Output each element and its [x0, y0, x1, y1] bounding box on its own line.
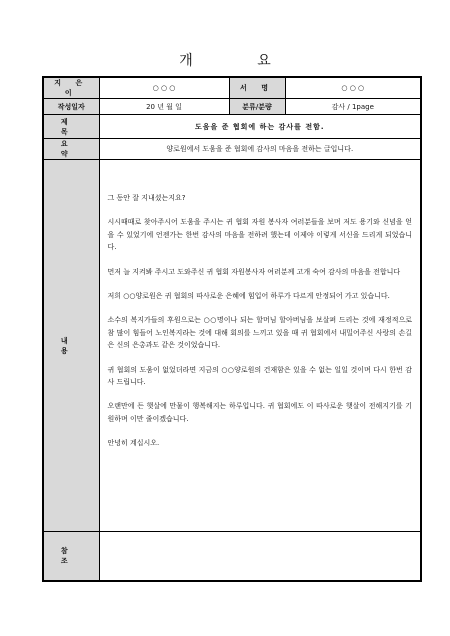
document-title: 개 요	[179, 53, 301, 69]
summary-form	[42, 76, 422, 582]
content-label: 내 용	[43, 160, 99, 532]
signer-value: ○ ○ ○	[285, 77, 421, 99]
subject-label: 제 목	[43, 115, 99, 139]
category-label: 분류/분량	[229, 99, 285, 115]
summary-value: 양로원에서 도움을 준 협회에 감사의 마음을 전하는 글입니다.	[99, 139, 421, 160]
date-value: 20 년 월 일	[99, 99, 229, 115]
author-label: 지 은 이	[43, 77, 99, 99]
content-paragraph: 먼저 늘 지켜봐 주시고 도와주신 귀 협회 자원봉사자 여러분께 고개 숙여 감사의 마음을 전합니다	[107, 267, 401, 276]
signer-label: 서 명	[229, 77, 285, 99]
content-paragraph: 안녕히 계십시오.	[107, 439, 160, 448]
reference-label: 참 조	[43, 532, 99, 581]
date-label: 작성일자	[43, 99, 99, 115]
content-paragraph: 시시때때로 찾아주시어 도움을 주시는 귀 협회 자원 봉사자 여러분들을 보며 저도 용기와 신념을 얻을 수 있었기에 언젠가는 한번 감사의 마음을 전하려 했는데 이제야 이렇게 서신을 드리게 되었습니다.	[107, 218, 412, 252]
author-value: ○ ○ ○	[99, 77, 229, 99]
content-paragraph: 귀 협회의 도움이 없었더라면 지금의 ○○양로원의 건재함은 있을 수 없는 일일 것이며 다시 한번 감사 드립니다.	[107, 365, 412, 387]
reference-value	[99, 532, 421, 581]
content-paragraph: 소수의 복지가들의 후원으로는 ○○명이나 되는 할머님 할아버님을 보살펴 드리는 것에 재정적으로 참 많이 힘들어 노인복지라는 것에 대해 회의를 느끼고 있을 때 귀 협회에서 내밀어주신 사랑의 손길은 신의 은총과도 같은 것이었습니다.	[107, 316, 412, 350]
subject-value: 도움을 준 협회에 하는 감사를 전함.	[99, 115, 421, 139]
category-value: 감사 / 1page	[285, 99, 421, 115]
summary-label: 요 약	[43, 139, 99, 160]
content-body	[99, 160, 421, 532]
content-paragraph: 그 동안 잘 지내셨는지요?	[107, 194, 186, 202]
content-paragraph: 저희 ○○양로원은 귀 협회의 따사로운 은혜에 힘입어 하루가 다르게 안정되어 가고 있습니다.	[107, 292, 390, 301]
content-paragraph: 오랜만에 든 햇살에 만물이 행복해지는 하루입니다. 귀 협회에도 이 따사로운 햇살이 전해지기를 기원하며 이만 줄이겠습니다.	[107, 402, 412, 423]
